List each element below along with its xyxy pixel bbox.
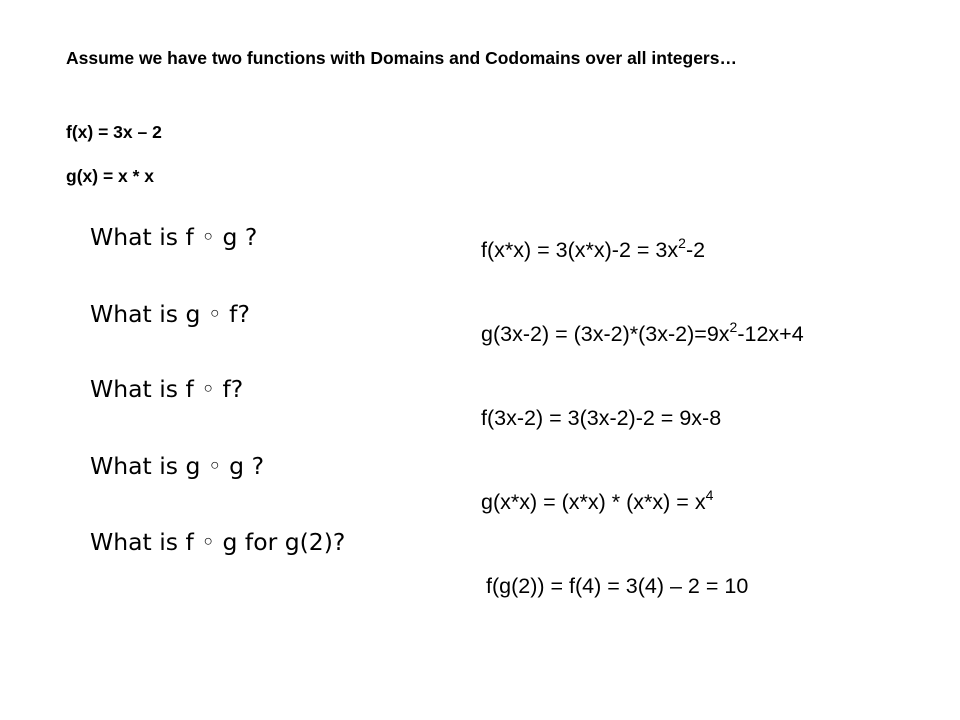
f-definition: f(x) = 3x – 2 [66,122,162,142]
question-4: What is g ◦ g ? [90,452,265,480]
answer-1 [481,235,706,263]
answer-3 [481,406,721,431]
answer-5 [486,574,748,599]
question-2: What is g ◦ f? [90,300,250,328]
answer-4-text: g(x*x) = (x*x) * (x*x) = x [481,490,706,514]
answer-5-text: f(g(2)) = f(4) = 3(4) – 2 = 10 [486,574,749,598]
answer-2-text: g(3x-2) = (3x-2)*(3x-2)=9x [481,322,730,346]
question-1: What is f ◦ g ? [90,223,258,251]
answer-4 [481,487,714,515]
answer-2 [481,319,804,347]
answer-2-tail: -12x+4 [737,322,804,346]
answer-1-exponent: 2 [678,235,686,251]
answer-1-text: f(x*x) = 3(x*x)-2 = 3x [481,238,679,262]
g-definition: g(x) = x * x [66,166,155,186]
answer-1-tail: -2 [685,238,706,262]
answer-3-text: f(3x-2) = 3(3x-2)-2 = 9x-8 [481,406,722,430]
question-5: What is f ◦ g for g(2)? [90,528,346,556]
intro-line: Assume we have two functions with Domains and Codomains over all integers… [66,48,737,68]
answer-2-exponent: 2 [729,319,738,335]
answer-4-exponent: 4 [705,487,714,503]
question-3: What is f ◦ f? [90,375,244,403]
problem-statement [66,44,866,186]
